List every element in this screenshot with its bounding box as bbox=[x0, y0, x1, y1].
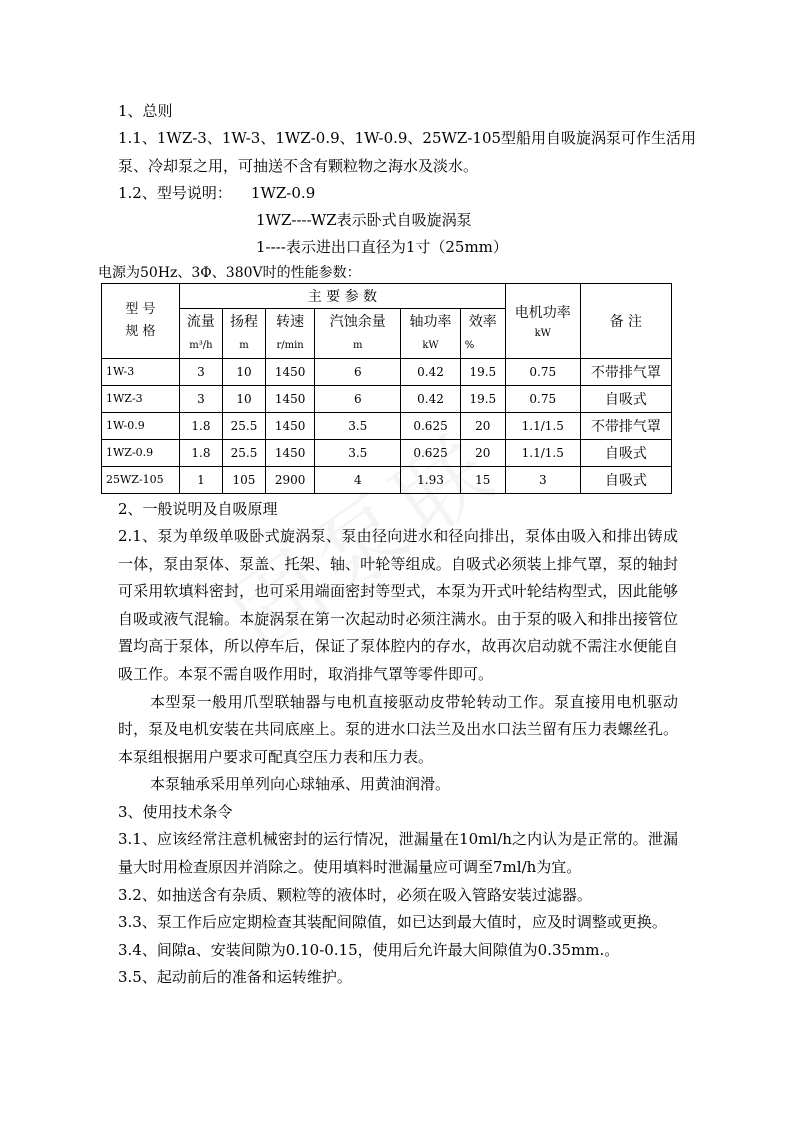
col-speed bbox=[266, 308, 315, 358]
cell-note: 自吸式 bbox=[580, 439, 671, 466]
section-3-title: 3、使用技术条令 bbox=[118, 803, 233, 822]
cell-note: 不带排气罩 bbox=[580, 358, 671, 385]
para-1-2-line-1: 1.2、型号说明： 1WZ-0.9 bbox=[118, 183, 316, 202]
cell-head: 105 bbox=[222, 466, 265, 493]
cell-head: 10 bbox=[222, 385, 265, 412]
cell-model: 25WZ-105 bbox=[102, 466, 180, 493]
para-1-1-line-2: 泵、冷却泵之用，可抽送不含有颗粒物之海水及淡水。 bbox=[118, 156, 479, 175]
col-speed-unit: r/min bbox=[276, 340, 304, 352]
document-page bbox=[98, 98, 697, 992]
header-main-params: 主 要 参 数 bbox=[179, 283, 505, 308]
header-model-line-1: 型 号 bbox=[125, 301, 156, 317]
section-1-title: 1、总则 bbox=[118, 102, 173, 120]
cell-motor: 1.1/1.5 bbox=[505, 439, 580, 466]
cell-shaft: 0.42 bbox=[401, 358, 460, 385]
table-row bbox=[102, 466, 672, 493]
header-model bbox=[102, 283, 180, 358]
col-eff-unit: % bbox=[464, 340, 475, 352]
col-flow-name: 流量 bbox=[186, 314, 215, 331]
col-eff-name: 效率 bbox=[468, 314, 497, 331]
cell-flow: 3 bbox=[179, 385, 222, 412]
para-1-2-line-3: 1----表示进出口直径为1寸（25mm） bbox=[256, 238, 508, 257]
table-row bbox=[102, 412, 672, 439]
cell-npsh: 3.5 bbox=[315, 412, 401, 439]
col-flow-unit: m³/h bbox=[189, 340, 213, 352]
col-npsh-name: 汽蚀余量 bbox=[329, 314, 386, 331]
para-3-5: 3.5、起动前后的准备和运转维护。 bbox=[118, 968, 352, 987]
cell-npsh: 3.5 bbox=[315, 439, 401, 466]
cell-model: 1WZ-3 bbox=[102, 385, 180, 412]
cell-model: 1WZ-0.9 bbox=[102, 439, 180, 466]
cell-eff: 19.5 bbox=[460, 385, 505, 412]
section-2-title: 2、一般说明及自吸原理 bbox=[118, 499, 278, 518]
para-3-2: 3.2、如抽送含有杂质、颗粒等的液体时，必须在吸入管路安装过滤器。 bbox=[118, 885, 592, 904]
cell-npsh: 6 bbox=[315, 358, 401, 385]
para-2-2: 本型泵一般用爪型联轴器与电机直接驱动皮带轮转动工作。泵直接用电机驱动时，泵及电机安装在共同底座上。泵的进水口法兰及出水口法兰留有压力表螺丝孔。本泵组根据用户要求可配真空压力表和压力表。 bbox=[118, 692, 678, 766]
cell-flow: 3 bbox=[179, 358, 222, 385]
cell-speed: 1450 bbox=[266, 358, 315, 385]
cell-motor: 1.1/1.5 bbox=[505, 412, 580, 439]
cell-head: 25.5 bbox=[222, 412, 265, 439]
para-1-2-line-2: 1WZ----WZ表示卧式自吸旋涡泵 bbox=[256, 211, 472, 230]
col-head-unit: m bbox=[239, 340, 249, 352]
cell-motor: 0.75 bbox=[505, 358, 580, 385]
para-2-3: 本泵轴承采用单列向心球轴承、用黄油润滑。 bbox=[150, 775, 451, 794]
header-note: 备 注 bbox=[580, 283, 671, 358]
cell-note: 不带排气罩 bbox=[580, 412, 671, 439]
cell-shaft: 1.93 bbox=[401, 466, 460, 493]
cell-flow: 1 bbox=[179, 466, 222, 493]
col-npsh bbox=[315, 308, 401, 358]
table-row bbox=[102, 439, 672, 466]
col-shaft-unit: kW bbox=[422, 340, 439, 352]
header-motor-power bbox=[505, 283, 580, 358]
col-flow bbox=[179, 308, 222, 358]
header-motor-line-1: 电机功率 bbox=[514, 305, 571, 322]
col-head-name: 扬程 bbox=[229, 314, 258, 331]
col-shaft-power bbox=[401, 308, 460, 358]
cell-flow: 1.8 bbox=[179, 439, 222, 466]
cell-speed: 2900 bbox=[266, 466, 315, 493]
performance-table bbox=[101, 283, 672, 494]
cell-speed: 1450 bbox=[266, 385, 315, 412]
col-speed-name: 转速 bbox=[276, 314, 305, 331]
header-model-line-2: 规 格 bbox=[125, 323, 156, 339]
cell-speed: 1450 bbox=[266, 412, 315, 439]
cell-note: 自吸式 bbox=[580, 466, 671, 493]
cell-shaft: 0.625 bbox=[401, 412, 460, 439]
cell-shaft: 0.625 bbox=[401, 439, 460, 466]
cell-head: 10 bbox=[222, 358, 265, 385]
cell-eff: 20 bbox=[460, 439, 505, 466]
table-caption: 电源为50Hz、3Φ、380V时的性能参数： bbox=[98, 264, 361, 281]
cell-motor: 0.75 bbox=[505, 385, 580, 412]
cell-speed: 1450 bbox=[266, 439, 315, 466]
cell-model: 1W-0.9 bbox=[102, 412, 180, 439]
cell-eff: 19.5 bbox=[460, 358, 505, 385]
cell-npsh: 4 bbox=[315, 466, 401, 493]
cell-npsh: 6 bbox=[315, 385, 401, 412]
table-row bbox=[102, 358, 672, 385]
cell-eff: 20 bbox=[460, 412, 505, 439]
cell-flow: 1.8 bbox=[179, 412, 222, 439]
cell-head: 25.5 bbox=[222, 439, 265, 466]
para-3-3: 3.3、泵工作后应定期检查其装配间隙值，如已达到最大值时，应及时调整或更换。 bbox=[118, 913, 667, 932]
header-motor-line-2: kW bbox=[534, 328, 551, 340]
col-npsh-unit: m bbox=[353, 340, 363, 352]
cell-eff: 15 bbox=[460, 466, 505, 493]
cell-motor: 3 bbox=[505, 466, 580, 493]
col-shaft-name: 轴功率 bbox=[409, 314, 452, 331]
cell-shaft: 0.42 bbox=[401, 385, 460, 412]
para-3-4: 3.4、间隙a、安装间隙为0.10-0.15，使用后允许最大间隙值为0.35mm.。 bbox=[118, 940, 620, 959]
col-head bbox=[222, 308, 265, 358]
cell-note: 自吸式 bbox=[580, 385, 671, 412]
cell-model: 1W-3 bbox=[102, 358, 180, 385]
col-efficiency bbox=[460, 308, 505, 358]
table-row bbox=[102, 385, 672, 412]
para-3-1: 3.1、应该经常注意机械密封的运行情况，泄漏量在10ml/h之内认为是正常的。泄漏量大时用检查原因并消除之。使用填料时泄漏量应可调至7ml/h为宜。 bbox=[118, 830, 678, 876]
para-2-1: 2.1、泵为单级单吸卧式旋涡泵、泵由径向进水和径向排出，泵体由吸入和排出铸成一体，泵由泵体、泵盖、托架、轴、叶轮等组成。自吸式必须装上排气罩，泵的轴封可采用软填料密封，也可采用端面密封等型式，本泵为开式叶轮结构型式，因此能够自吸或液气混输。本旋涡泵在第一次起动时必须注满水。由于泵的吸入和排出接管位置均高于泵体，所以停车后，保证了泵体腔内的存水，故再次启动就不需注水便能自吸工作。本泵不需自吸作用时，取消排气罩等零件即可。 bbox=[118, 527, 678, 684]
para-1-1-line-1: 1.1、1WZ-3、1W-3、1WZ-0.9、1W-0.9、25WZ-105型船用自吸旋涡泵可作生活用 bbox=[118, 129, 697, 148]
